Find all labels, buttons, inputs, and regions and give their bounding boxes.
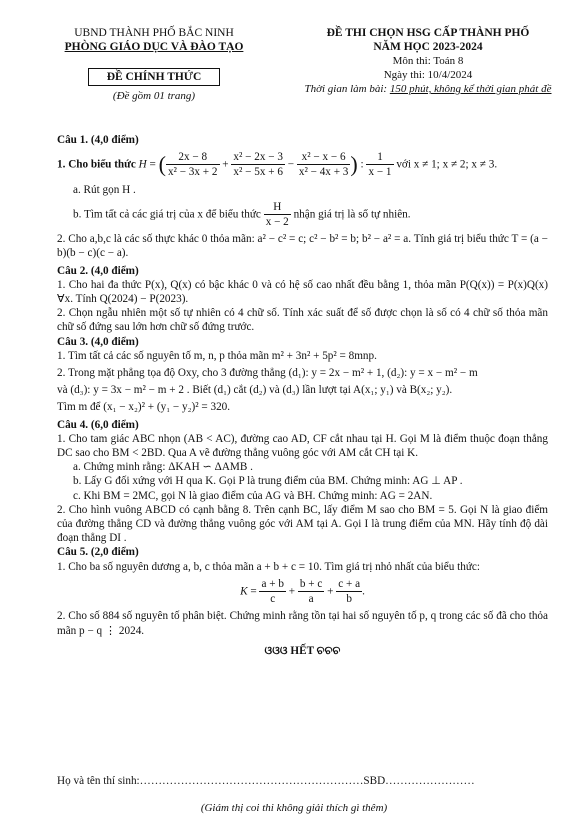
org-name: UBND THÀNH PHỐ BẮC NINH (74, 27, 234, 39)
question-2-title: Câu 2. (4,0 điểm) (57, 264, 139, 277)
q1-part-b: b. Tìm tất cả các giá trị của x để biểu thức $\frac{H}{x - 2}$ nhận giá trị là số tự nhiên. (73, 200, 411, 229)
page-count: (Đề gồm 01 trang) (112, 90, 196, 102)
q4-part2: 2. Cho hình vuông ABCD có cạnh bằng 8. Trên cạnh BC, lấy điểm M sao cho BM = 5. Gọi N là giao điểm của đường thẳng CD và đường thẳng vuông góc với AM tại A. Gọi I là trung điểm của MN. Hãy tính độ dài đoạn thẳng DI . (57, 503, 548, 545)
q4-part-a: a. Chứng minh rằng: ΔKAH ∽ ΔAMB . (73, 461, 253, 474)
q4-part1: 1. Cho tam giác ABC nhọn (AB < AC), đường cao AD, CF cắt nhau tại H. Gọi M là điểm thuộc đoạn thẳng DC sao cho BM < 2BD. Qua A vẽ đường thẳng vuông góc với AM cắt CH tại K. (57, 432, 548, 460)
dept-name: PHÒNG GIÁO DỤC VÀ ĐÀO TẠO (64, 41, 244, 53)
q3-part2-line2: và (d₃): y = 3x − m² − m + 2 . Biết (d₁) cắt (d₂) và (d₃) lần lượt tại A(x₁; y₁) và B(x₂; y₂). (57, 384, 453, 397)
proctor-note: (Giám thị coi thi không giải thích gì thêm) (200, 802, 388, 814)
question-1-title: Câu 1. (4,0 điểm) (57, 134, 139, 146)
q5-formula: K = $\frac{a + b}{c}$ + $\frac{b + c}{a}$ + $\frac{c + a}{b}$ . (240, 577, 365, 606)
q4-part-c: c. Khi BM = 2MC, gọi N là giao điểm của AG và BH. Chứng minh: AG = 2AN. (73, 489, 433, 502)
header-left (40, 26, 268, 102)
exam-time: Thời gian làm bài: 150 phút, không kể thời gian phát đề (304, 83, 552, 95)
q1-part1: 1. Cho biểu thức H = ( $\frac{2x - 8}{\text{x² − 3x + 2}}$ + $\frac{\text{x² − 2x − 3}}{\text{x² − 5x + 6}}$ − $\frac{\text{x² − x − 6}}{\text{x² − 4x + 3}}$ ) : $\frac{1}{x - 1}$ với x ≠ 1; x ≠ 2; x ≠ 3. (57, 151, 498, 179)
q3-part2-line1: 2. Trong mặt phẳng tọa độ Oxy, cho 3 đường thẳng (d₁): y = 2x − m² + 1, (d₂): y = x − m² − m (57, 367, 478, 380)
q5-part1: 1. Cho ba số nguyên dương a, b, c thỏa mãn a + b + c = 10. Tìm giá trị nhỏ nhất của biểu thức: (57, 560, 480, 573)
question-3-title: Câu 3. (4,0 điểm) (57, 335, 139, 348)
official-badge: ĐỀ CHÍNH THỨC (88, 68, 221, 86)
q4-part-b: b. Lấy G đối xứng với H qua K. Gọi P là trung điểm của BM. Chứng minh: AG ⊥ AP . (73, 475, 463, 488)
exam-date: Ngày thi: 10/4/2024 (383, 69, 473, 81)
question-4-title: Câu 4. (6,0 điểm) (57, 418, 139, 431)
school-year: NĂM HỌC 2023-2024 (373, 41, 483, 53)
q2-part1: 1. Cho hai đa thức P(x), Q(x) có bậc khác 0 và có hệ số cao nhất đều bằng 1, thỏa mãn P(Q(x)) = P(x)Q(x) ∀x. Tính Q(2024) − P(2023). (57, 278, 548, 306)
header-right (278, 26, 578, 96)
q3-part1: 1. Tìm tất cả các số nguyên tố m, n, p thỏa mãn m² + 3n² + 5p² = 8mnp. (57, 349, 377, 362)
q2-part2: 2. Chọn ngẫu nhiên một số tự nhiên có 4 chữ số. Tính xác suất để số được chọn là số có 4 chữ số thỏa mãn chữ số đứng sau lớn hơn chữ số đứng trước. (57, 307, 548, 334)
subject: Môn thi: Toán 8 (392, 55, 464, 67)
exam-body (57, 133, 548, 658)
q1-part2: 2. Cho a,b,c là các số thực khác 0 thỏa mãn: a² − c² = c; c² − b² = b; b² − a² = a. Tính giá trị biểu thức T = (a − b)(b − c)(c − a). (57, 233, 548, 260)
exam-title: ĐỀ THI CHỌN HSG CẤP THÀNH PHỐ (326, 27, 530, 39)
question-5-title: Câu 5. (2,0 điểm) (57, 546, 139, 559)
q3-part2-line3: Tìm m để (x₁ − x₂)² + (y₁ − y₂)² = 320. (57, 401, 231, 414)
end-marker: ଓଓଓ HẾT ଚଚଚ (264, 644, 341, 657)
candidate-line: Họ và tên thí sinh:……………………………………………………SBD…………………… (57, 775, 475, 787)
q1-part-a: a. Rút gọn H . (73, 183, 136, 196)
q5-part2: 2. Cho số 884 số nguyên tố phân biệt. Chứng minh rằng tồn tại hai số nguyên tố p, q trong các số đã cho thỏa mãn p − q ⋮ 2024. (57, 610, 548, 637)
